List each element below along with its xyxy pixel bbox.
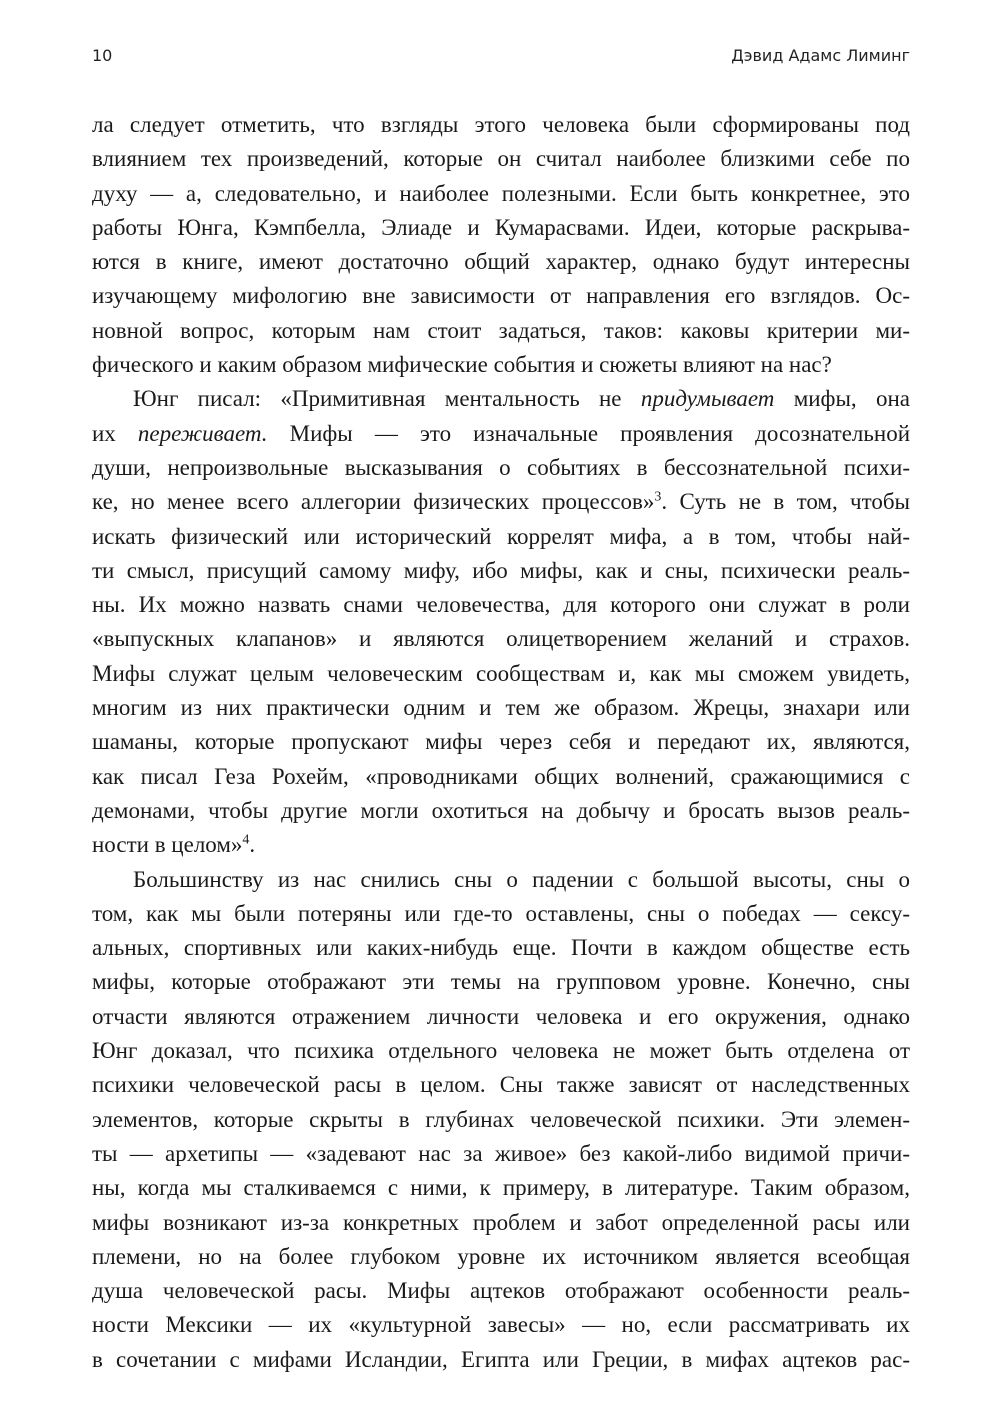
text-segment: в сочетании с мифами Исландии, Египта или Греции, в мифах ацтеков рас- <box>92 1346 910 1372</box>
text-line <box>92 1137 910 1171</box>
text-line <box>92 622 910 656</box>
text-segment: ла следует отметить, что взгляды этого человека были сформированы под <box>92 112 910 137</box>
text-segment: Юнг доказал, что психика отдельного человека не может быть отделена от <box>92 1038 910 1064</box>
text-line <box>92 760 910 794</box>
text-segment: шаманы, которые пропускают мифы через себя и передают их, являются, <box>92 729 910 755</box>
text-segment: том, как мы были потеряны или где-то оставлены, сны о победах — сексу- <box>92 900 910 926</box>
text-line <box>92 863 910 897</box>
text-segment: новной вопрос, которым нам стоит задаться, таков: каковы критерии ми- <box>92 317 910 343</box>
running-head: Дэвид Адамс Лиминг <box>731 46 910 65</box>
text-line <box>92 142 910 176</box>
text-segment: демонами, чтобы другие могли охотиться на добычу и бросать вызов реаль- <box>92 797 910 823</box>
footnote-ref: 3 <box>654 489 662 505</box>
footnote-ref: 4 <box>242 832 250 848</box>
text-segment: ти смысл, присущий самому мифу, ибо мифы, как и сны, психически реаль- <box>92 557 910 583</box>
text-line <box>92 245 910 279</box>
text-line <box>92 1034 910 1068</box>
text-segment: ности в целом» <box>92 832 243 858</box>
text-line <box>92 177 910 211</box>
text-line <box>92 1308 910 1342</box>
text-line <box>92 1274 910 1308</box>
text-line <box>92 1343 910 1377</box>
text-segment: многим из них практически одним и тем же образом. Жрецы, знахари или <box>92 695 910 721</box>
text-segment: их <box>92 420 138 446</box>
text-line <box>92 965 910 999</box>
text-segment: ются в книге, имеют достаточно общий характер, однако будут интересны <box>92 249 910 275</box>
page-number: 10 <box>92 46 113 65</box>
text-line <box>92 382 910 416</box>
text-line <box>92 554 910 588</box>
text-segment: элементов, которые скрыты в глубинах человеческой психики. Эти элемен- <box>92 1106 910 1132</box>
text-segment: . Суть не в том, чтобы <box>661 489 910 515</box>
text-segment: Юнг писал: «Примитивная ментальность не <box>133 386 641 412</box>
italic-text: переживает. <box>137 420 268 446</box>
text-segment: искать физический или исторический коррелят мифа, а в том, чтобы най- <box>92 523 910 549</box>
text-segment: духу — а, следовательно, и наиболее полезными. Если быть конкретнее, это <box>92 180 910 206</box>
text-line <box>92 931 910 965</box>
text-line <box>92 279 910 313</box>
text-segment: . <box>249 832 256 858</box>
text-line <box>92 1240 910 1274</box>
text-line <box>92 1103 910 1137</box>
text-line <box>92 897 910 931</box>
text-segment: работы Юнга, Кэмпбелла, Элиаде и Кумарасвами. Идеи, которые раскрыва- <box>92 214 910 240</box>
text-segment: изучающему мифологию вне зависимости от направления его взглядов. Ос- <box>92 283 910 309</box>
text-segment: ны, когда мы сталкиваемся с ними, к примеру, в литературе. Таким образом, <box>92 1175 910 1201</box>
text-line <box>92 314 910 348</box>
text-line <box>92 417 910 451</box>
text-line <box>92 691 910 725</box>
text-segment: как писал Геза Рохейм, «проводниками общих волнений, сражающимися с <box>92 763 910 789</box>
text-segment: ке, но менее всего аллегории физических процессов» <box>92 489 655 515</box>
text-segment: мифы, она <box>774 386 910 412</box>
text-line <box>92 211 910 245</box>
text-line <box>92 1171 910 1205</box>
text-line <box>92 1206 910 1240</box>
text-segment: Мифы служат целым человеческим сообществам и, как мы сможем увидеть, <box>92 660 910 686</box>
italic-text: придумывает <box>640 386 775 412</box>
text-line <box>92 108 910 142</box>
text-segment: психики человеческой расы в целом. Сны также зависят от наследственных <box>92 1072 910 1098</box>
text-line <box>92 725 910 759</box>
text-segment: ности Мексики — их «культурной завесы» — но, если рассматривать их <box>92 1312 910 1338</box>
text-segment: ты — архетипы — «задевают нас за живое» без какой-либо видимой причи- <box>92 1140 910 1166</box>
text-segment: мифы, которые отображают эти темы на групповом уровне. Конечно, сны <box>92 969 910 995</box>
text-segment: отчасти являются отражением личности человека и его окружения, однако <box>92 1003 910 1029</box>
text-segment: Мифы — это изначальные проявления досознательной <box>267 420 910 446</box>
text-line <box>92 588 910 622</box>
text-line <box>92 485 910 519</box>
text-segment: мифы возникают из-за конкретных проблем и забот определенной расы или <box>92 1209 910 1235</box>
text-line <box>92 451 910 485</box>
text-line <box>92 657 910 691</box>
text-line <box>92 794 910 828</box>
text-segment: душа человеческой расы. Мифы ацтеков отображают особенности реаль- <box>92 1278 910 1304</box>
text-line <box>92 348 910 382</box>
text-segment: «выпускных клапанов» и являются олицетворением желаний и страхов. <box>92 626 910 652</box>
text-segment: альных, спортивных или каких-нибудь еще. Почти в каждом обществе есть <box>92 935 910 961</box>
text-segment: души, непроизвольные высказывания о событиях в бессознательной психи- <box>92 454 910 480</box>
text-line <box>92 520 910 554</box>
text-segment: Большинству из нас снились сны о падении с большой высоты, сны о <box>133 866 910 892</box>
text-line <box>92 1068 910 1102</box>
text-segment: племени, но на более глубоком уровне их источником является всеобщая <box>92 1243 910 1269</box>
text-line <box>92 1000 910 1034</box>
text-segment: влиянием тех произведений, которые он считал наиболее близкими себе по <box>92 146 910 172</box>
text-segment: фического и каким образом мифические события и сюжеты влияют на нас? <box>92 352 832 378</box>
text-line <box>92 828 910 862</box>
text-segment: ны. Их можно назвать снами человечества, для которого они служат в роли <box>92 592 910 618</box>
body-text <box>92 108 910 1377</box>
